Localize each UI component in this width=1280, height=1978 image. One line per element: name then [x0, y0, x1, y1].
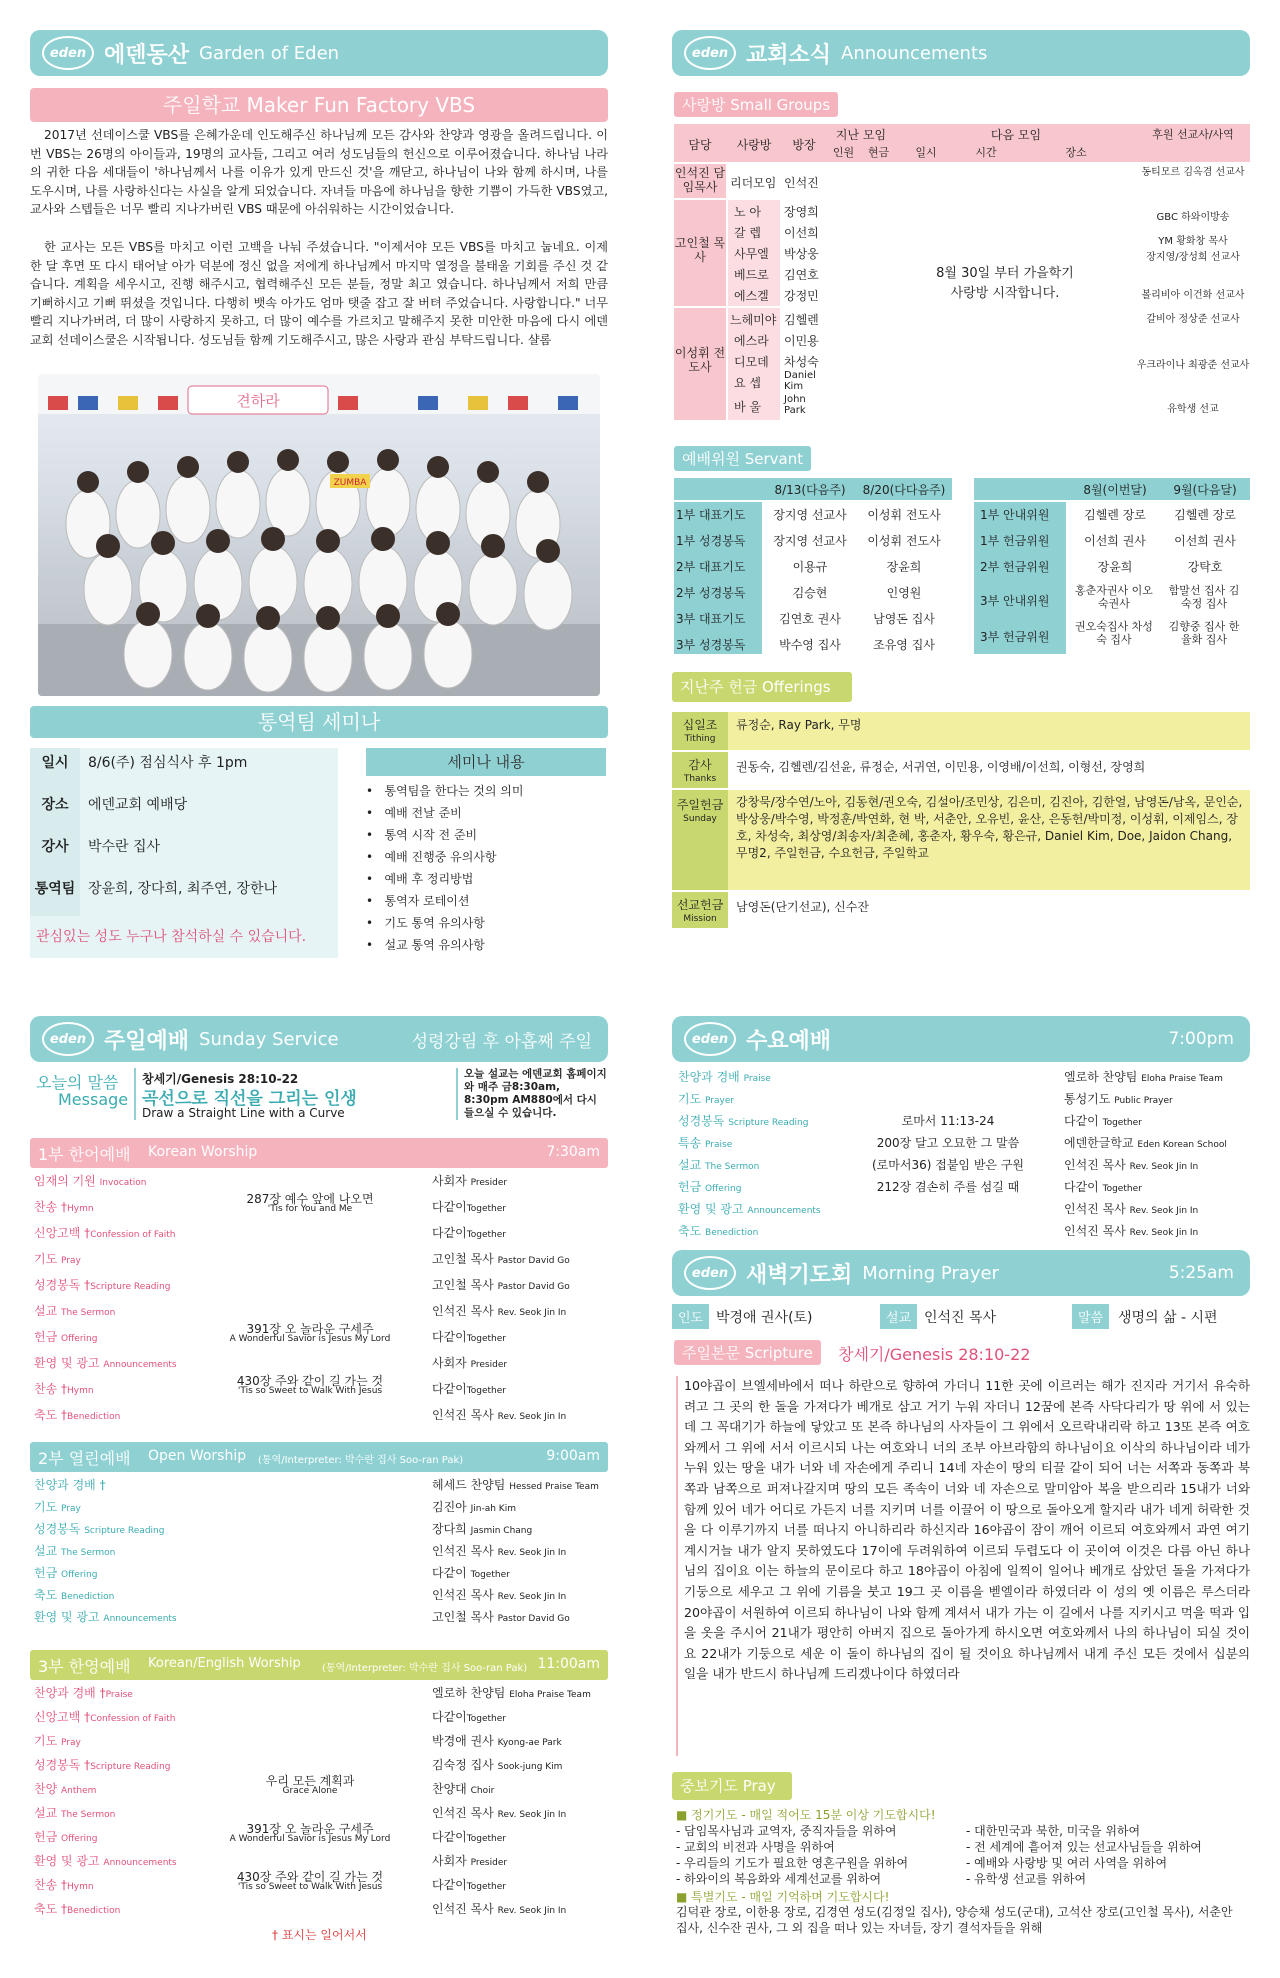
- seminar-note: 관심있는 성도 누구나 참석하실 수 있습니다.: [36, 929, 307, 945]
- group-leader: 이성휘 전도사: [674, 308, 726, 420]
- sermon-tag: 설교: [880, 1304, 917, 1329]
- wednesday-time: 7:00pm: [1168, 1029, 1234, 1049]
- order-item: 설교 The Sermon: [678, 1158, 760, 1172]
- room-name: 에스겔: [734, 289, 769, 303]
- servant-role: 2부 헌금위원: [980, 560, 1050, 574]
- servant-name: 인영원: [886, 586, 922, 600]
- vbs-group-photo: [38, 374, 600, 696]
- message-title: 곡선으로 직선을 그리는 인생: [142, 1089, 357, 1109]
- room-name: 갈 렙: [734, 226, 761, 240]
- order-hymn: 430장 주와 같이 길 가는 것: [236, 1374, 384, 1388]
- order-item: 특송 Praise: [678, 1136, 733, 1150]
- order-item: 축도 Benediction: [34, 1588, 115, 1602]
- order-leader: 인석진 목사 Rev. Seok Jin In: [1064, 1224, 1199, 1238]
- order-leader: 고인철 목사 Pastor David Go: [432, 1252, 570, 1266]
- room-host: 박상웅: [784, 247, 819, 261]
- room-host: Daniel Kim: [784, 370, 816, 392]
- servant-name: 권오숙집사 차성숙 집사: [1075, 620, 1153, 646]
- order-leader: 고인철 목사 Pastor David Go: [432, 1610, 570, 1624]
- seminar-key: 일시: [41, 755, 69, 771]
- message-box: [30, 1068, 608, 1126]
- prayer-item: - 전 세계에 흩어져 있는 선교사님들을 위하여: [966, 1840, 1202, 1854]
- servant-name: 장윤희: [1097, 560, 1133, 574]
- offering-kind: 십일조: [682, 718, 718, 732]
- small-groups-tag: 사랑방 Small Groups: [674, 92, 838, 117]
- wednesday-title: 수요예배: [746, 1028, 832, 1054]
- scripture-tag: 주일본문 Scripture: [674, 1340, 821, 1365]
- order-leader: 다같이Together: [432, 1878, 506, 1892]
- order-leader: 다같이 Together: [432, 1566, 510, 1580]
- order-item: 찬송 †Hymn: [34, 1382, 94, 1396]
- order-leader: 인석진 목사 Rev. Seok Jin In: [432, 1588, 567, 1602]
- table-header: 8/20(다다음주): [862, 483, 946, 497]
- worship1-time: 7:30am: [546, 1144, 600, 1160]
- room-host: 차성숙: [784, 355, 819, 369]
- servant-role: 1부 안내위원: [980, 508, 1050, 522]
- seminar-content-title: 세미나 내용: [366, 748, 606, 776]
- order-item: 성경봉독 Scripture Reading: [678, 1114, 809, 1128]
- servant-name: 이성휘 전도사: [867, 534, 941, 548]
- order-hymn: 391장 오 놀라운 구세주: [246, 1322, 374, 1336]
- lead-tag: 인도: [672, 1304, 709, 1329]
- eden-title-en: Garden of Eden: [199, 42, 340, 64]
- servant-table-left: [674, 478, 952, 658]
- order-leader: 다같이Together: [432, 1830, 506, 1844]
- room-host: 이선희: [784, 226, 819, 240]
- eden-title-ko: 에덴동산: [104, 42, 190, 68]
- list-item: • 기도 통역 유의사항: [366, 916, 485, 930]
- order-hymn-en: 'Tis so Sweet to Walk With Jesus: [237, 1882, 383, 1892]
- seminar-title: 통역팀 세미나: [30, 706, 608, 738]
- order-hymn-en: 'Tis so Sweet to Walk With Jesus: [237, 1386, 383, 1396]
- order-content: (로마서36) 접붙임 받은 구원: [872, 1158, 1024, 1172]
- servant-role: 1부 헌금위원: [980, 534, 1050, 548]
- scripture-reference: 창세기/Genesis 28:10-22: [838, 1345, 1031, 1364]
- eden-header: [30, 30, 608, 76]
- servant-role: 1부 대표기도: [676, 508, 746, 522]
- table-header: 8/13(다음주): [774, 483, 846, 497]
- order-leader: 고인철 목사 Pastor David Go: [432, 1278, 570, 1292]
- offering-names: 류정순, Ray Park, 무명: [736, 718, 862, 732]
- prayer-item: - 교회의 비전과 사명을 위하여: [676, 1840, 835, 1854]
- photo-shirt-text: ZUMBA: [333, 478, 367, 488]
- offerings-table: [672, 712, 1250, 930]
- eden-logo-icon: eden: [42, 1022, 94, 1056]
- scripture-text-box: [676, 1376, 1250, 1756]
- list-item: • 통역팀을 한다는 것의 의미: [366, 784, 524, 798]
- morning-prayer-header: [672, 1250, 1250, 1296]
- order-item: 찬양과 경배 †Praise: [34, 1686, 133, 1700]
- word-value: 생명의 삶 - 시편: [1118, 1310, 1218, 1326]
- morning-time: 5:25am: [1168, 1263, 1234, 1283]
- room-name: 에스라: [734, 334, 769, 348]
- order-item: 성경봉독 †Scripture Reading: [34, 1278, 171, 1292]
- order-leader: 엘로하 찬양팀 Eloha Praise Team: [432, 1686, 591, 1700]
- order-leader: 다같이Together: [432, 1200, 506, 1214]
- message-label-en: Message: [58, 1090, 129, 1109]
- order-leader: 인석진 목사 Rev. Seok Jin In: [432, 1304, 567, 1318]
- servant-name: 함말선 집사 김숙정 집사: [1168, 584, 1240, 610]
- standing-footnote: † 표시는 일어서서: [272, 1928, 367, 1942]
- room-name: 디모데: [734, 355, 769, 369]
- worship3-title: 3부 한영예배: [38, 1657, 131, 1676]
- list-item: • 통역자 로테이션: [366, 894, 470, 908]
- servant-name: 장지영 선교사: [773, 508, 847, 522]
- order-hymn-en: A Wonderful Savior is Jesus My Lord: [229, 1334, 391, 1344]
- order-leader: 에덴한글학교 Eden Korean School: [1064, 1136, 1227, 1150]
- order-leader: 찬양대 Choir: [432, 1782, 495, 1796]
- order-item: 찬양과 경배 †: [34, 1478, 106, 1492]
- room-host: 장영희: [784, 205, 819, 219]
- offering-kind-en: Mission: [683, 914, 717, 924]
- order-hymn: 287장 예수 앞에 나오면: [246, 1192, 374, 1206]
- servant-name: 남영돈 집사: [873, 612, 935, 626]
- table-header: 후원 선교사/사역: [1152, 128, 1234, 141]
- seminar-info: [30, 748, 338, 958]
- servant-tag: 예배위원 Servant: [674, 446, 811, 471]
- worship3-time: 11:00am: [537, 1656, 600, 1672]
- order-hymn: 430장 주와 같이 길 가는 것: [236, 1870, 384, 1884]
- room-host: John Park: [784, 394, 806, 416]
- offering-names: 권동숙, 김헬렌/김선윤, 류정순, 서귀연, 이민용, 이영배/이선희, 이형선, 장영희: [736, 760, 1146, 774]
- offering-kind: 감사: [688, 758, 712, 772]
- sunday-title-en: Sunday Service: [199, 1028, 339, 1050]
- message-reference: 창세기/Genesis 28:10-22: [142, 1072, 299, 1086]
- order-item: 설교 The Sermon: [34, 1304, 116, 1318]
- order-content: 로마서 11:13-24: [901, 1114, 995, 1128]
- order-item: 기도 Pray: [34, 1734, 81, 1748]
- worship1-order: [30, 1172, 608, 1422]
- servant-name: 강탁호: [1187, 560, 1223, 574]
- room-name: 노 아: [734, 205, 761, 219]
- order-leader: 다같이Together: [432, 1710, 506, 1724]
- message-label-ko: 오늘의 말씀: [36, 1073, 119, 1092]
- announcements-title-ko: 교회소식: [746, 42, 832, 68]
- servant-name: 박수영 집사: [779, 638, 841, 652]
- message-note: 오늘 설교는 에덴교회 홈페이지와 매주 금8:30am, 8:30pm AM880에서 다시 들으실 수 있습니다.: [464, 1068, 607, 1119]
- room-support: 우크라이나 최광준 선교사: [1136, 360, 1250, 371]
- room-support: 장지영/장성희 선교사: [1146, 252, 1240, 263]
- vbs-paragraph-2: 한 교사는 모든 VBS를 마치고 이런 고백을 나눠 주셨습니다. "이제서야 모든 VBS를 마치고 눕네요. 이제 한 달 후면 또 다시 태어날 아가 덕분에 정신 없을 저에게 하나님께서 마지막 열정을 불태울 기회를 주신 것 같습니다. 계획을 세우시고, 진행 해주시고, 협력해주신 모든 분들, 정말 최고 였습니다. 하나님께서 저희 만큼 기뻐하시고 기뻐 뛰셨을 것입니다. 다행히 뱃속 아가도 엄마 탯줄 잡고 잘 버텨 주었습니다. 사랑합니다." 너무 빨리 지나가버려, 더 많이 사랑하지 못하고, 더 많이 예수를 가르치고 말해주지 못한 미안한 마음에 다시 에덴교회 선데이스쿨은 시작됩니다. 성도님들 함께 기도해주시고, 많은 사랑과 관심 부탁드립니다. 샬롬: [30, 240, 608, 347]
- room-host: 김헬렌: [784, 313, 819, 327]
- order-leader: 인석진 목사 Rev. Seok Jin In: [432, 1408, 567, 1422]
- table-header: 장소: [1065, 146, 1087, 159]
- order-leader: 박경애 권사 Kyong-ae Park: [432, 1734, 562, 1748]
- prayer-item: - 대한민국과 북한, 미국을 위하여: [966, 1824, 1141, 1838]
- servant-table-right: [974, 478, 1250, 658]
- next-meeting-note: 8월 30일 부터 가을학기 사랑방 시작합니다.: [936, 266, 1074, 301]
- worship2-title-en: Open Worship: [148, 1448, 247, 1464]
- order-leader: 인석진 목사 Rev. Seok Jin In: [1064, 1158, 1199, 1172]
- worship2-title: 2부 열린예배: [38, 1449, 131, 1468]
- room-support: GBC 하와이방송: [1156, 212, 1230, 223]
- offerings-tag: 지난주 헌금 Offerings: [672, 672, 852, 702]
- pray-section: [676, 1806, 1250, 1972]
- morning-title-ko: 새벽기도회: [746, 1262, 853, 1288]
- order-leader: 다같이Together: [432, 1382, 506, 1396]
- worship2-bar: [30, 1442, 608, 1472]
- offering-kind: 주일헌금: [676, 798, 724, 812]
- group-leader: 고인철 목 사: [674, 200, 726, 306]
- worship1-title: 1부 한어예배: [38, 1145, 131, 1164]
- order-leader: 인석진 목사 Rev. Seok Jin In: [1064, 1202, 1199, 1216]
- order-item: 신앙고백 †Confession of Faith: [34, 1226, 176, 1240]
- servant-name: 김승현: [792, 586, 828, 600]
- table-header: 일시: [915, 146, 937, 159]
- regular-prayer-heading: ■ 정기기도 - 매일 적어도 15분 이상 기도합시다!: [676, 1808, 936, 1822]
- room-host: 이민용: [784, 334, 819, 348]
- table-header: 담당: [688, 138, 712, 152]
- seminar-value: 에덴교회 예배당: [88, 797, 188, 813]
- sermon-name: 인석진 목사: [924, 1310, 997, 1326]
- seminar-value: 장윤희, 장다희, 최주연, 장한나: [88, 881, 277, 897]
- word-tag: 말씀: [1072, 1304, 1109, 1329]
- table-header: 9월(다음달): [1173, 483, 1237, 497]
- worship3-interpreter: (통역/Interpreter: 박수란 집사 Soo-ran Pak): [322, 1663, 528, 1674]
- order-item: 설교 The Sermon: [34, 1806, 116, 1820]
- order-leader: 사회자 Presider: [432, 1356, 508, 1370]
- order-item: 헌금 Offering: [34, 1566, 98, 1580]
- seminar-key: 통역팀: [34, 881, 76, 897]
- servant-name: 김헬렌 장로: [1174, 508, 1236, 522]
- table-header: 다음 모임: [990, 128, 1042, 142]
- sunday-title-right: 성령강림 후 아홉째 주일: [411, 1031, 592, 1052]
- worship3-title-en: Korean/English Worship: [148, 1656, 301, 1671]
- room-name: 사무엘: [734, 247, 769, 261]
- order-item: 축도 †Benediction: [34, 1408, 121, 1422]
- order-item: 환영 및 광고 Announcements: [34, 1356, 177, 1370]
- servant-role: 3부 안내위원: [980, 594, 1050, 608]
- table-header: 지난 모임: [835, 128, 887, 142]
- list-item: • 설교 통역 유의사항: [366, 938, 485, 952]
- pray-tag: 중보기도 Pray: [672, 1772, 792, 1800]
- order-leader: 김숙정 집사 Sook-jung Kim: [432, 1758, 563, 1772]
- servant-name: 장윤희: [886, 560, 922, 574]
- servant-name: 조유영 집사: [873, 638, 935, 652]
- morning-info: [672, 1304, 1250, 1330]
- order-item: 환영 및 광고 Announcements: [34, 1610, 177, 1624]
- order-item: 기도 Pray: [34, 1500, 81, 1514]
- seminar-key: 장소: [41, 797, 69, 813]
- offering-kind-en: Tithing: [684, 734, 716, 744]
- group-photo-illustration: [38, 374, 600, 696]
- list-item: • 예배 전날 준비: [366, 806, 462, 820]
- offering-names: 남영돈(단기선교), 신수잔: [736, 900, 869, 914]
- order-leader: 인석진 목사 Rev. Seok Jin In: [432, 1544, 567, 1558]
- order-leader: 김진아 Jin-ah Kim: [432, 1500, 516, 1514]
- servant-name: 김연호 권사: [779, 612, 841, 626]
- photo-sign-text: 견하라: [236, 392, 280, 410]
- order-content: 200장 달고 오묘한 그 말씀: [876, 1136, 1020, 1150]
- list-item: • 예배 진행중 유의사항: [366, 850, 497, 864]
- table-header: 시간: [975, 146, 997, 159]
- worship2-time: 9:00am: [546, 1448, 600, 1464]
- room-name: 바 울: [734, 400, 761, 414]
- servant-role: 1부 성경봉독: [676, 534, 746, 548]
- wednesday-header: [672, 1016, 1250, 1062]
- table-header: 방장: [792, 138, 816, 152]
- order-content: 212장 겸손히 주를 섬길 때: [876, 1180, 1020, 1194]
- order-item: 설교 The Sermon: [34, 1544, 116, 1558]
- special-prayer-heading: ■ 특별기도 - 매일 기억하며 기도합시다!: [676, 1890, 890, 1904]
- room-support: 동티모르 김옥겸 선교사: [1141, 167, 1245, 178]
- order-leader: 다같이 Together: [1064, 1114, 1142, 1128]
- vbs-paragraph-1: 2017년 선데이스쿨 VBS를 은혜가운데 인도해주신 하나님께 모든 감사와 찬양과 영광을 올려드립니다. 이번 VBS는 26명의 아이들과, 19명의 교사들, 그리고 여러 성도님들의 헌신으로 이루어졌습니다. 하나님 나라의 귀한 다음 세대들이 '하나님께서 나를 이유가 있게 만드신 것'을 깨닫고, 하나님이 나와 함께 하시며, 나를 도우시며, 나를 사랑하신다는 사실을 알게 되었습니다. 자녀들 마음에 하나님을 향한 기쁨이 가득한 VBS였고, 교사와 스텝들은 너무 빨리 지나가버린 VBS 때문에 아쉬워하는 시간이었습니다.: [30, 128, 608, 217]
- order-item: 임재의 기원 Invocation: [34, 1174, 147, 1188]
- order-hymn: 391장 오 놀라운 구세주: [246, 1822, 374, 1836]
- order-leader: 다같이Together: [432, 1330, 506, 1344]
- order-item: 성경봉독 †Scripture Reading: [34, 1758, 171, 1772]
- order-hymn-en: A Wonderful Savior is Jesus My Lord: [229, 1834, 391, 1844]
- worship1-bar: [30, 1138, 608, 1168]
- prayer-item: - 예배와 사랑방 및 여러 사역을 위하여: [966, 1856, 1168, 1870]
- order-item: 기도 Prayer: [678, 1092, 735, 1106]
- eden-logo-icon: eden: [684, 1256, 736, 1290]
- prayer-item: - 하와이의 복음화와 세계선교를 위하여: [676, 1872, 882, 1886]
- order-item: 헌금 Offering: [34, 1330, 98, 1344]
- servant-role: 3부 대표기도: [676, 612, 746, 626]
- prayer-item: - 유학생 선교를 위하여: [966, 1872, 1087, 1886]
- small-groups-table: [674, 124, 1250, 424]
- order-item: 찬양과 경배 Praise: [678, 1070, 771, 1084]
- prayer-item: - 담임목사님과 교역자, 중직자들을 위하여: [676, 1824, 897, 1838]
- seminar-key: 강사: [41, 839, 69, 855]
- order-hymn: 우리 모든 계획과: [265, 1774, 355, 1788]
- sunday-header: [30, 1016, 608, 1062]
- servant-role: 3부 헌금위원: [980, 630, 1050, 644]
- order-item: 찬송 †Hymn: [34, 1200, 94, 1214]
- servant-role: 3부 성경봉독: [676, 638, 746, 652]
- room-host: 인석진: [784, 176, 819, 190]
- worship2-order: [30, 1476, 608, 1636]
- eden-logo-icon: eden: [42, 36, 94, 70]
- offering-kind-en: Thanks: [683, 774, 717, 784]
- table-header: 사랑방: [736, 138, 772, 152]
- message-title-en: Draw a Straight Line with a Curve: [142, 1106, 345, 1120]
- wednesday-order: [672, 1068, 1250, 1244]
- announcements-title-en: Announcements: [841, 42, 988, 64]
- lead-name: 박경애 권사(토): [716, 1310, 813, 1326]
- order-leader: 사회자 Presider: [432, 1174, 508, 1188]
- servant-name: 김향중 집사 한율화 집사: [1168, 620, 1240, 646]
- announcements-header: [672, 30, 1250, 76]
- servant-role: 2부 성경봉독: [676, 586, 746, 600]
- eden-logo-icon: eden: [684, 36, 736, 70]
- room-host: 김연호: [784, 268, 819, 282]
- table-header: 인원: [832, 146, 855, 159]
- special-prayer-list: 김덕관 장로, 이한용 장로, 김경연 성도(김정일 집사), 양승채 성도(군대), 고석산 장로(고인철 목사), 서춘안 집사, 신수잔 권사, 그 외 집을 떠나 있는 자녀들, 장기 결석자들을 위해: [676, 1905, 1233, 1935]
- order-leader: 장다희 Jasmin Chang: [432, 1522, 533, 1536]
- order-leader: 헤세드 찬양팀 Hessed Praise Team: [432, 1478, 599, 1492]
- order-item: 축도 †Benediction: [34, 1902, 121, 1916]
- eden-logo-icon: eden: [684, 1022, 736, 1056]
- servant-name: 홍춘자권사 이오숙권사: [1075, 584, 1153, 610]
- scripture-text: 10야곱이 브엘세바에서 떠나 하란으로 향하여 가더니 11한 곳에 이르러는 해가 진지라 거기서 유숙하려고 그 곳의 한 돌을 가져다가 베개로 삼고 거기 누워 자더니 12꿈에 본즉 사닥다리가 땅 위에 서 있는데 그 꼭대기가 하늘에 닿았고 또 본즉 하나님의 사자들이 그 위에서 오르락내리락 하고 13또 본즉 여호와께서 그 위에 서서 이르시되 나는 여호와니 너의 조부 아브라함의 하나님이요 이삭의 하나님이라 네가 누워 있는 땅을 내가 너와 네 자손에게 주리니 14네 자손이 땅의 티끌 같이 되어 너는 서쪽과 동쪽과 북쪽과 남쪽으로 퍼져나갈지며 땅의 모든 족속이 너와 네 자손으로 말미암아 복을 받으리라 15내가 너와 함께 있어 네가 어디로 가든지 너를 지키며 너를 이끌어 이 땅으로 돌아오게 할지라 내가 네게 허락한 것을 다 이루기까지 너를 떠나지 아니하리라 하신지라 16야곱이 잠이 깨어 이르되 여호와께서 과연 여기 계시거늘 내가 알지 못하였도다 17이에 두려워하여 이르되 두렵도다 이 곳이여 이것은 다름 아닌 하나님의 집이요 이는 하늘의 문이로다 하고 18야곱이 아침에 일찍이 일어나 베개로 삼았던 돌을 가져다가 기둥으로 세우고 그 위에 기름을 붓고 19그 곳 이름을 벧엘이라 하였더라 이 성의 옛 이름은 루스더라 20야곱이 서원하여 이르되 하나님이 나와 함께 계셔서 내가 가는 이 길에서 나를 지키시고 먹을 떡과 입을 옷을 주시어 21내가 평안히 아버지 집으로 돌아가게 하시오면 여호와께서 나의 하나님이 되실 것이요 22내가 기둥으로 세운 이 돌이 하나님의 집이 될 것이요 하나님께서 내게 주신 모든 것에서 십분의 일을 내가 반드시 하나님께 드리겠나이다 하였더라: [684, 1378, 1250, 1682]
- room-name: 리더모임: [730, 176, 777, 190]
- order-item: 헌금 Offering: [34, 1830, 98, 1844]
- offering-kind-en: Sunday: [683, 814, 717, 824]
- table-header: 현금: [867, 146, 890, 159]
- servant-name: 이용규: [792, 560, 828, 574]
- group-leader: 인석진 담임목사: [674, 164, 726, 198]
- order-item: 기도 Pray: [34, 1252, 81, 1266]
- worship3-bar: [30, 1650, 608, 1680]
- seminar-value: 박수란 집사: [88, 839, 161, 855]
- list-item: • 예배 후 정리방법: [366, 872, 474, 886]
- order-item: 축도 Benediction: [678, 1224, 759, 1238]
- order-hymn-en: Grace Alone: [282, 1786, 338, 1796]
- room-support: 갈비아 정상준 선교사: [1146, 314, 1240, 325]
- room-name: 베드로: [734, 268, 769, 282]
- list-item: • 통역 시작 전 준비: [366, 828, 478, 842]
- room-name: 요 셉: [734, 376, 761, 390]
- room-support: 볼리비아 이건화 선교사: [1141, 290, 1245, 301]
- worship1-title-en: Korean Worship: [148, 1144, 258, 1160]
- order-leader: 사회자 Presider: [432, 1854, 508, 1868]
- offering-kind: 선교헌금: [676, 898, 724, 912]
- order-leader: 다같이Together: [432, 1226, 506, 1240]
- servant-role: 2부 대표기도: [676, 560, 746, 574]
- order-leader: 통성기도 Public Prayer: [1064, 1092, 1173, 1106]
- vbs-banner: 주일학교 Maker Fun Factory VBS: [30, 88, 608, 122]
- order-item: 신앙고백 †Confession of Faith: [34, 1710, 176, 1724]
- order-item: 찬송 †Hymn: [34, 1878, 94, 1892]
- servant-name: 이성휘 전도사: [867, 508, 941, 522]
- servant-name: 장지영 선교사: [773, 534, 847, 548]
- order-leader: 인석진 목사 Rev. Seok Jin In: [432, 1806, 567, 1820]
- seminar-value: 8/6(주) 점심식사 후 1pm: [88, 755, 248, 771]
- sunday-title-ko: 주일예배: [104, 1028, 190, 1054]
- servant-name: 이선희 권사: [1084, 534, 1146, 548]
- servant-name: 김헬렌 장로: [1084, 508, 1146, 522]
- room-host: 강정민: [784, 289, 819, 303]
- morning-title-en: Morning Prayer: [862, 1262, 999, 1284]
- order-item: 헌금 Offering: [678, 1180, 742, 1194]
- servant-name: 이선희 권사: [1174, 534, 1236, 548]
- order-item: 환영 및 광고 Announcements: [34, 1854, 177, 1868]
- order-hymn-en: 'Tis for You and Me: [267, 1204, 353, 1214]
- room-support: YM 황화창 목사: [1158, 236, 1228, 247]
- worship3-order: [30, 1684, 608, 1944]
- order-item: 환영 및 광고 Announcements: [678, 1202, 821, 1216]
- worship2-interpreter: (통역/Interpreter: 박수란 집사 Soo-ran Pak): [258, 1455, 464, 1466]
- room-name: 느헤미야: [730, 313, 777, 327]
- table-header: 8월(이번달): [1083, 483, 1147, 497]
- order-item: 성경봉독 Scripture Reading: [34, 1522, 165, 1536]
- order-leader: 인석진 목사 Rev. Seok Jin In: [432, 1902, 567, 1916]
- offering-names: 강창묵/장수연/노아, 김동현/권오숙, 김설아/조민상, 김은미, 김진아, 김한얼, 남영돈/남옥, 문인순, 박상웅/박수영, 박정훈/박연화, 현 박, 서춘안, 오유빈, 윤산, 은동헌/박미정, 이성휘, 이제임스, 장호, 차성숙, 최상영/최송자/최춘혜, 홍춘자, 황우숙, 황은규, Daniel Kim, Doe, Jaidon Chang, 무명2, 주일헌금, 수요헌금, 주일학교: [736, 795, 1243, 860]
- order-leader: 다같이 Together: [1064, 1180, 1142, 1194]
- room-support: 유학생 선교: [1167, 404, 1219, 415]
- order-leader: 엘로하 찬양팀 Eloha Praise Team: [1064, 1070, 1223, 1084]
- order-item: 찬양 Anthem: [34, 1782, 97, 1796]
- prayer-item: - 우리들의 기도가 필요한 영혼구원을 위하여: [676, 1856, 909, 1870]
